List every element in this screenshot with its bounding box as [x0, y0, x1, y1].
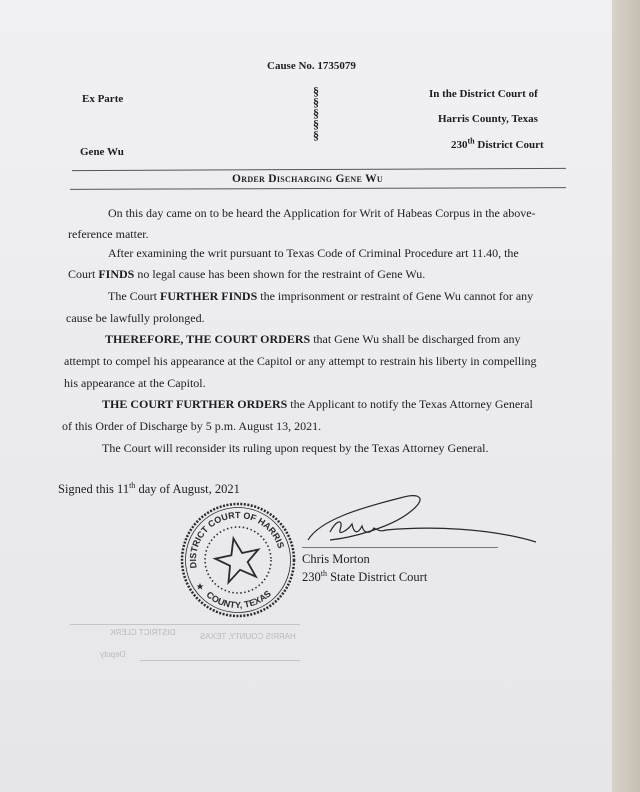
title-rule-bottom	[70, 187, 566, 190]
bleed-clerk: DISTRICT CLERK	[110, 628, 176, 637]
body-line	[64, 376, 206, 391]
emphasized-text: FINDS	[98, 267, 135, 281]
body-line	[62, 419, 321, 434]
body-text: On this day came on to be heard the Application for Writ of Habeas Corpus in the above-	[108, 206, 536, 220]
signature-line	[302, 547, 498, 548]
body-text: no legal cause has been shown for the restraint of Gene Wu.	[134, 267, 426, 281]
emphasized-text: THE COURT FURTHER ORDERS	[102, 397, 288, 411]
bleed-rule	[70, 624, 300, 625]
court-line-2: Harris County, Texas	[438, 113, 538, 125]
emphasized-text: FURTHER FINDS	[160, 289, 258, 303]
court-number: 230	[451, 139, 468, 151]
seal-bottom-text: COUNTY, TEXAS	[204, 588, 273, 611]
judge-court	[302, 570, 427, 585]
judge-signature	[300, 490, 540, 546]
cause-number: Cause No. 1735079	[267, 60, 356, 72]
section-symbol: §	[313, 128, 319, 142]
seal-top-text: DISTRICT COURT OF HARRIS	[187, 510, 287, 569]
bleed-county: HARRIS COUNTY, TEXAS	[200, 632, 296, 641]
emphasized-text: THEREFORE, THE COURT ORDERS	[105, 332, 311, 346]
body-text: the imprisonment or restraint of Gene Wu cannot for any	[257, 289, 534, 303]
body-line	[108, 206, 536, 221]
signed-date	[58, 482, 240, 497]
body-text: his appearance at the Capitol.	[64, 376, 206, 390]
judge-court-number: 230	[302, 570, 321, 584]
body-text: The Court will reconsider its ruling upon request by the Texas Attorney General.	[102, 441, 489, 455]
body-line	[102, 441, 489, 456]
judge-court-suffix: th	[320, 568, 327, 578]
seal-star-icon	[212, 534, 264, 584]
seal-small-star-icon	[197, 583, 204, 590]
judge-court-label: State District Court	[326, 570, 428, 584]
section-symbol: §	[313, 106, 319, 120]
title-rule-top	[72, 168, 566, 171]
party-name: Gene Wu	[80, 146, 124, 158]
body-text: cause be lawfully prolonged.	[66, 311, 205, 325]
background-surface	[612, 0, 640, 792]
body-text: the Applicant to notify the Texas Attorney General	[287, 397, 533, 411]
body-text: After examining the writ pursuant to Texas Code of Criminal Procedure art 11.40, the	[108, 246, 519, 260]
ex-parte-label: Ex Parte	[82, 93, 124, 105]
signed-date-pre: Signed this 11	[58, 482, 130, 496]
court-line-3	[451, 136, 544, 151]
section-symbol: §	[313, 117, 319, 131]
section-symbol: §	[313, 95, 319, 109]
body-line	[105, 332, 521, 347]
body-line	[108, 289, 533, 304]
body-text: of this Order of Discharge by 5 p.m. August 13, 2021.	[62, 419, 322, 433]
court-seal	[178, 500, 298, 620]
body-line	[66, 311, 205, 326]
judge-name: Chris Morton	[302, 552, 370, 566]
body-text: The Court	[108, 289, 160, 303]
signed-date-post: day of August, 2021	[135, 482, 240, 496]
court-line-1: In the District Court of	[429, 88, 538, 100]
body-text: reference matter.	[68, 227, 149, 241]
signed-date-suffix: th	[129, 480, 136, 490]
body-line	[102, 397, 533, 412]
body-text: Court	[68, 267, 99, 281]
section-symbol: §	[313, 84, 319, 98]
court-number-suffix: th	[467, 136, 475, 146]
body-text: that Gene Wu shall be discharged from any	[310, 332, 521, 346]
body-line	[68, 227, 149, 242]
body-line	[108, 246, 519, 261]
section-symbols	[313, 86, 319, 141]
bleed-deputy-rule	[140, 660, 300, 661]
order-title: Order Discharging Gene Wu	[232, 173, 383, 185]
bleed-deputy: Deputy	[100, 650, 126, 659]
body-line	[68, 267, 425, 282]
body-text: attempt to compel his appearance at the Capitol or any attempt to restrain his liberty in compelling	[64, 354, 537, 368]
court-label: District Court	[474, 139, 544, 151]
body-line	[64, 354, 537, 369]
